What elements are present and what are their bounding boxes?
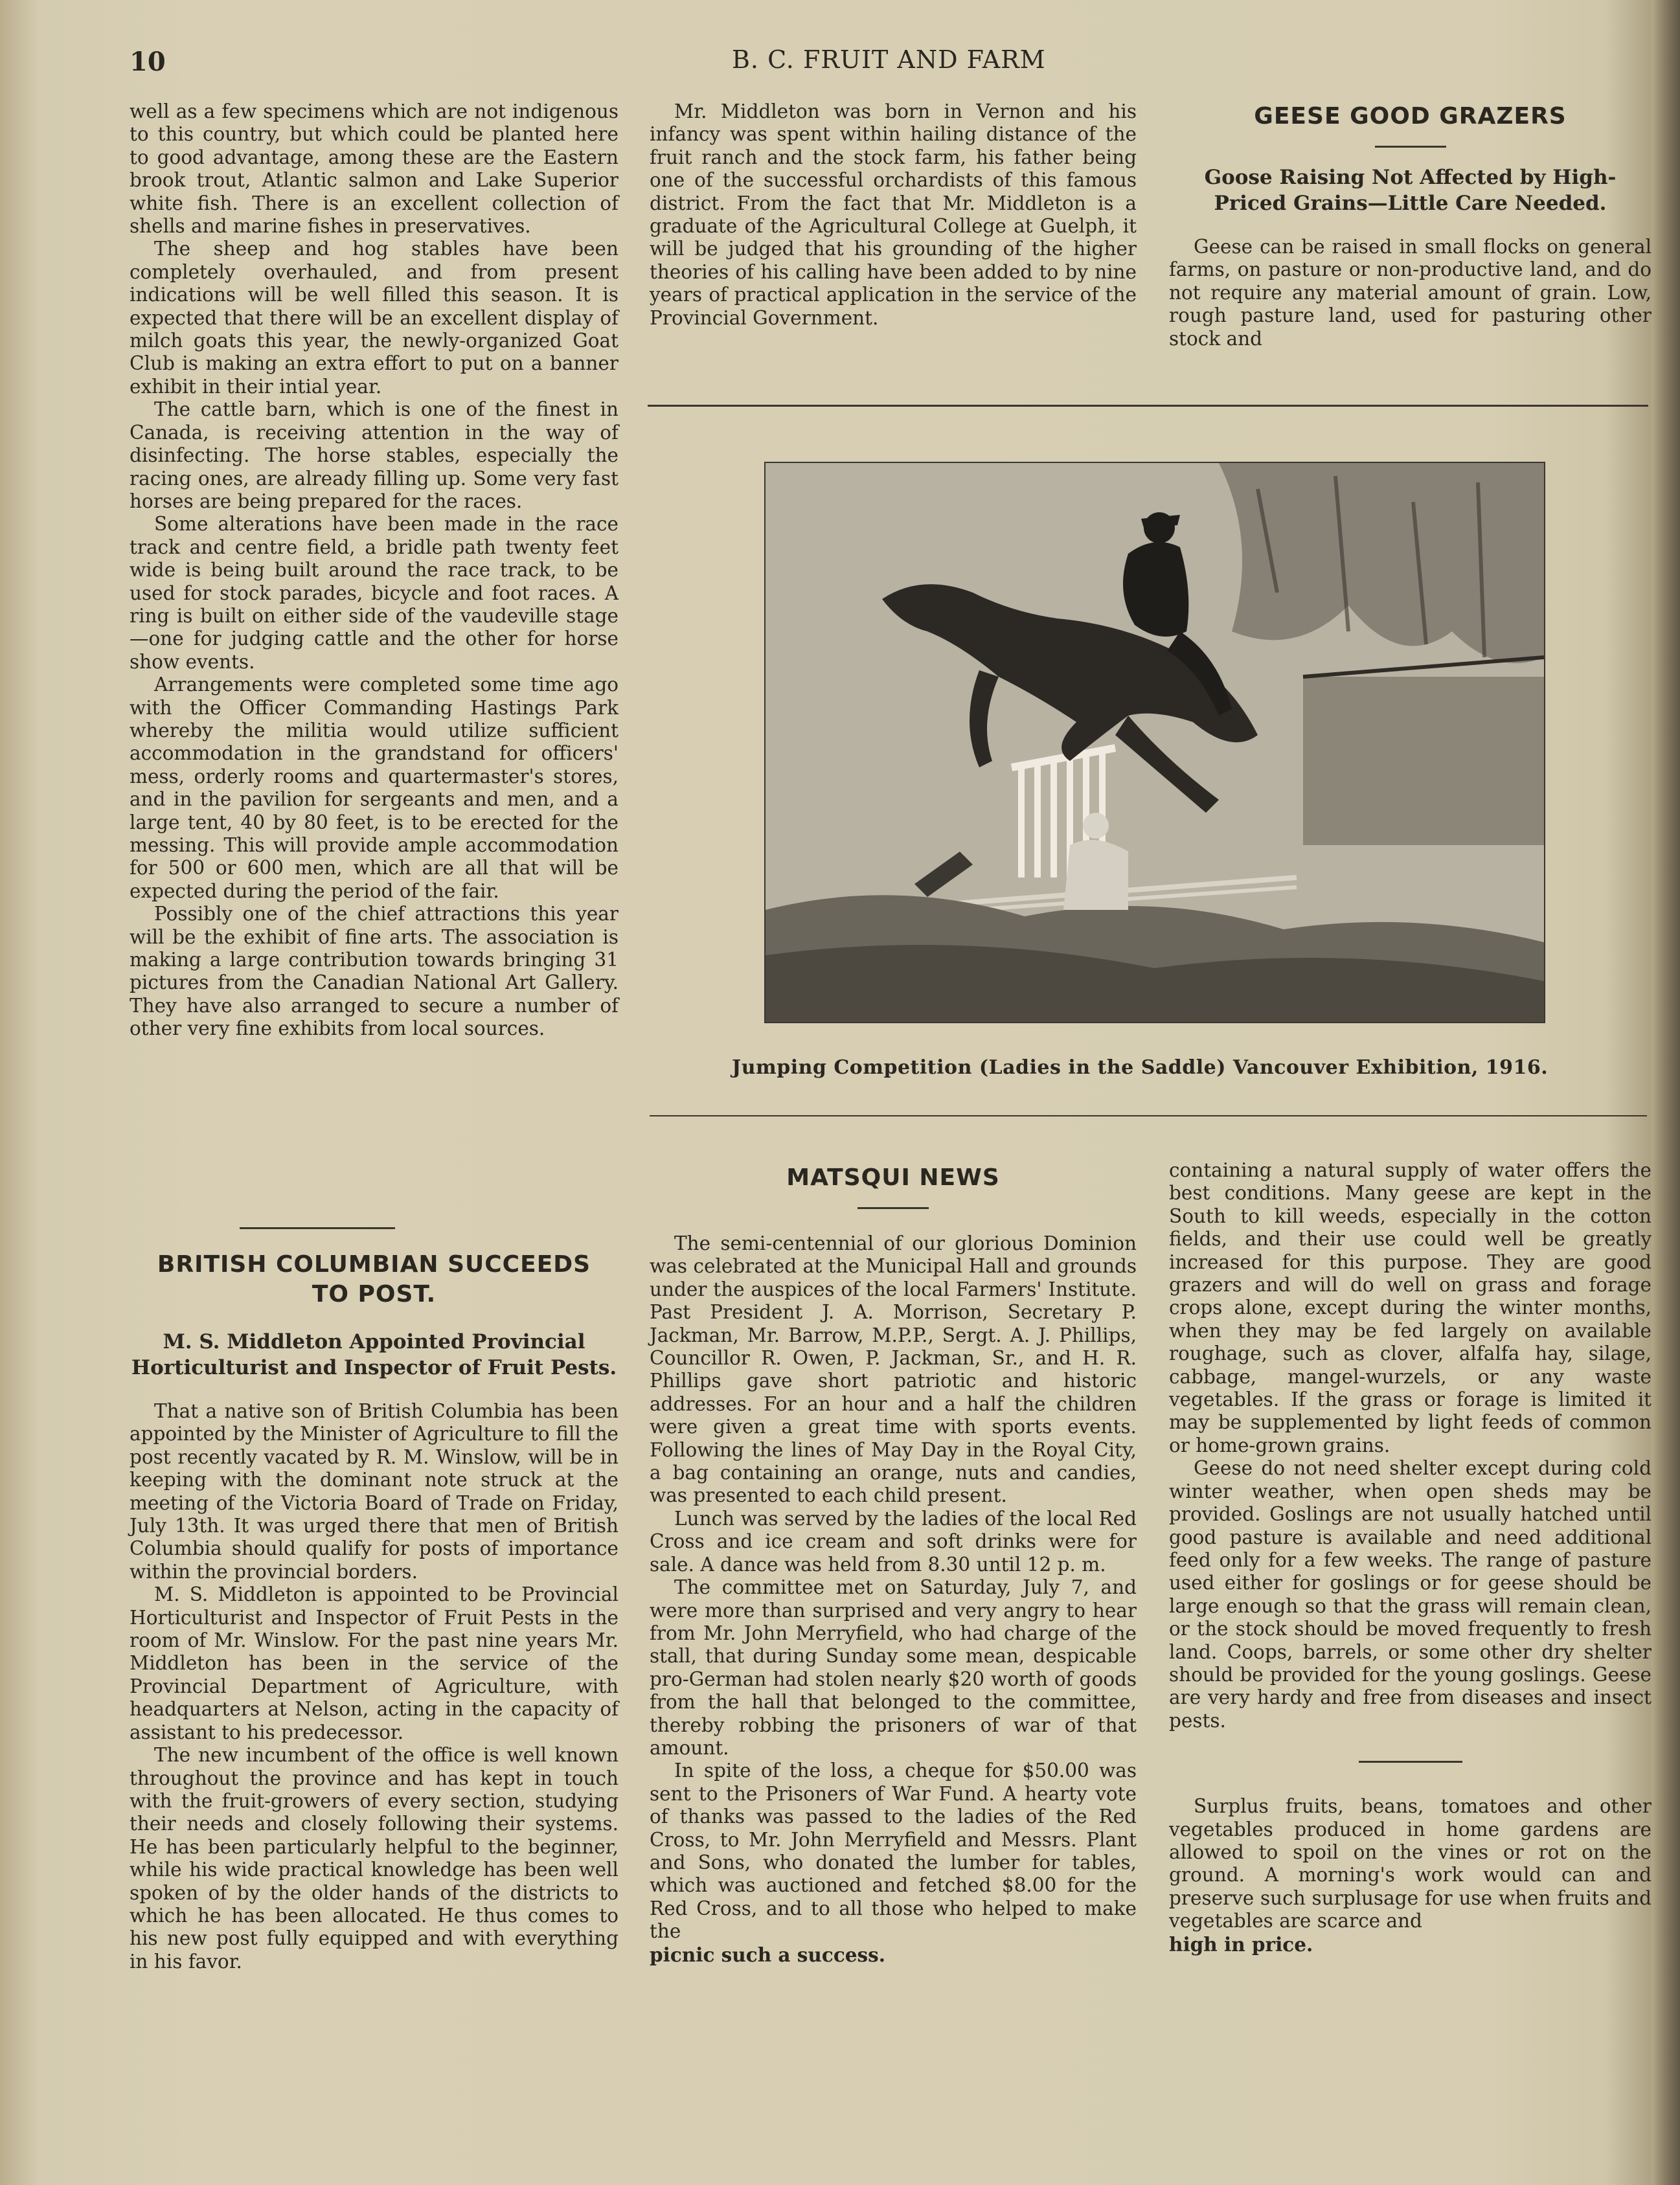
article-subheadline: M. S. Middleton Appointed Provincial Horticulturist and Inspector of Fruit Pests. <box>131 1330 617 1379</box>
running-header: B. C. FRUIT AND FARM <box>732 45 1046 74</box>
photo-top-rule <box>648 405 1648 407</box>
paragraph: The new incumbent of the office is well known throughout the province and has kept in touch with the fruit-growers of every section, studying their needs and closely following their systems. He has been particularly helpful to the beginner, while his wide practical knowledge has been well spoken of by the older hands of the districts to which he has been allocated. He thus comes to his new post fully equipped and with everything in his favor. <box>130 1744 619 1973</box>
paragraph: In spite of the loss, a cheque for $50.00 was sent to the Prisoners of War Fund. A hearty vote of thanks was passed to the ladies of the Red Cross, to Mr. John Merryfield and Messrs. Plant and Sons, who donated the lumber for tables, which was auctioned and fetched $8.00 for the Red Cross, and to all those who helped to make the <box>650 1760 1137 1943</box>
photo-bottom-rule <box>650 1115 1647 1116</box>
page-number: 10 <box>130 47 166 77</box>
paragraph: Some alterations have been made in the race track and centre field, a bridle path twenty feet wide is being built around the race track, to be used for stock parades, bicycle and foot races. A ring is built on either side of the vaudeville stage—one for judging cattle and the other for horse show events. <box>130 513 619 673</box>
paragraph: Possibly one of the chief attractions this year will be the exhibit of fine arts. The association is making a large contribution towards bringing 31 pictures from the Canadian National Art Gallery. They have also arranged to secure a number of other very fine exhibits from local sources. <box>130 903 619 1040</box>
paragraph: The sheep and hog stables have been completely overhauled, and from present indications will be well filled this season. It is expected that there will be an excellent display of milch goats this year, the newly-organized Goat Club is making an extra effort to put on a banner exhibit in their intial year. <box>130 238 619 398</box>
section-divider <box>240 1227 395 1229</box>
horse-jump-illustration <box>766 463 1544 1022</box>
bc-middleton-article <box>130 1250 619 1973</box>
article-headline: BRITISH COLUMBIAN SUCCEEDS <box>157 1251 591 1278</box>
paragraph: Arrangements were completed some time ago with the Officer Commanding Hastings Park whereby the militia would utilize sufficient accommodation in the grandstand for officers' mess, orderly rooms and quartermaster's stores, and in the pavilion for sergeants and men, and a large tent, 40 by 80 feet, is to be erected for the messing. This will provide ample accommodation for 500 or 600 men, which are all that will be expected during the period of the fair. <box>130 674 619 902</box>
headline-rule <box>1375 146 1446 148</box>
paragraph: M. S. Middleton is appointed to be Provincial Horticulturist and Inspector of Fruit Pests in the room of Mr. Winslow. For the past nine years Mr. Middleton has been in the service of the Provincial Department of Agriculture, with headquarters at Nelson, acting in the capacity of assistant to his predecessor. <box>130 1583 619 1743</box>
photo-caption: Jumping Competition (Ladies in the Saddle) Vancouver Exhibition, 1916. <box>732 1056 1549 1079</box>
section-divider <box>1359 1761 1462 1763</box>
paragraph: That a native son of British Columbia has been appointed by the Minister of Agriculture to fill the post recently vacated by R. M. Winslow, will be in keeping with the dominant note struck at the meeting of the Victoria Board of Trade on Friday, July 13th. It was urged there that men of British Columbia should qualify for posts of importance within the provincial borders. <box>130 1400 619 1583</box>
closing-bold-text: high in price. <box>1169 1932 1313 1956</box>
headline-rule <box>857 1207 929 1209</box>
exhibition-article-continued <box>130 100 619 1041</box>
paragraph: Mr. Middleton was born in Vernon and his infancy was spent within hailing distance of the fruit ranch and the stock farm, his father being one of the successful orchardists of this famous district. From the fact that Mr. Middleton is a graduate of the Agricultural College at Guelph, it will be judged that his grounding of the higher theories of his calling have been added to by nine years of practical application in the service of the Provincial Government. <box>650 100 1137 329</box>
jumping-competition-photo <box>764 462 1545 1023</box>
paragraph: Geese do not need shelter except during cold winter weather, when open sheds may be provided. Goslings are not usually hatched until good pasture is available and need additional feed only for a few weeks. The range of pasture used either for goslings or for geese should be large enough so that the grass will remain clean, or the stock should be moved frequently to fresh land. Coops, barrels, or some other dry shelter should be provided for the young goslings. Geese are very hardy and free from diseases and insect pests. <box>1169 1457 1652 1732</box>
book-spine-shadow <box>1652 0 1680 2185</box>
paragraph: well as a few specimens which are not indigenous to this country, but which could be planted here to good advantage, among these are the Eastern brook trout, Atlantic salmon and Lake Superior white fish. There is an excellent collection of shells and marine fishes in preservatives. <box>130 100 619 238</box>
surplus-paragraph: Surplus fruits, beans, tomatoes and other vegetables produced in home gardens are allowed to spoil on the vines or rot on the ground. A morning's work would can and preserve such surplusage for use when fruits and vegetables are scarce and <box>1169 1795 1652 1932</box>
article-subheadline: Goose Raising Not Affected by High-Priced Grains—Little Care Needed. <box>1204 166 1617 215</box>
paragraph: The committee met on Saturday, July 7, and were more than surprised and very angry to hear from Mr. John Merryfield, who had charge of the stall, that during Sunday some mean, despicable pro-German had stolen nearly $20 worth of goods from the hall that belonged to the committee, thereby robbing the prisoners of war of that amount. <box>650 1576 1137 1759</box>
closing-bold-text: picnic such a success. <box>650 1943 886 1966</box>
matsqui-news-article <box>650 1159 1137 1966</box>
geese-article <box>1169 100 1652 350</box>
paragraph: containing a natural supply of water offers the best conditions. Many geese are kept in the South to kill weeds, especially in the cotton fields, and their use could well be greatly increased for this purpose. They are good grazers and will do well on grass and forage crops alone, except during the winter months, when they may be fed largely on available roughage, such as clover, alfalfa hay, silage, cabbage, mangel-wurzels, or any waste vegetables. If the grass or forage is limited it may be supplemented by light feeds of common or home-grown grains. <box>1169 1159 1652 1456</box>
article-headline-line2: TO POST. <box>312 1281 437 1308</box>
article-headline: MATSQUI NEWS <box>786 1164 1000 1191</box>
paragraph: The cattle barn, which is one of the finest in Canada, is receiving attention in the way of disinfecting. The horse stables, especially the racing ones, are already filling up. Some very fast horses are being prepared for the races. <box>130 398 619 512</box>
paragraph: Lunch was served by the ladies of the local Red Cross and ice cream and soft drinks were for sale. A dance was held from 8.30 until 12 p. m. <box>650 1507 1137 1576</box>
paragraph: The semi-centennial of our glorious Dominion was celebrated at the Municipal Hall and grounds under the auspices of the local Farmers' Institute. Past President J. A. Morrison, Secretary P. Jackman, Mr. Barrow, M.P.P., Sergt. A. J. Phillips, Councillor R. Owen, P. Jackman, Sr., and H. R. Phillips gave short patriotic and historic addresses. For an hour and a half the children were given a great time with sports events. Following the lines of May Day in the Royal City, a bag containing an orange, nuts and candies, was presented to each child present. <box>650 1232 1137 1507</box>
paragraph: Geese can be raised in small flocks on general farms, on pasture or non-productive land, and do not require any material amount of grain. Low, rough pasture land, used for pasturing other stock and <box>1169 236 1652 350</box>
article-headline: GEESE GOOD GRAZERS <box>1254 103 1567 130</box>
middleton-article-continued <box>650 100 1137 330</box>
geese-article-continued <box>1169 1159 1652 1956</box>
